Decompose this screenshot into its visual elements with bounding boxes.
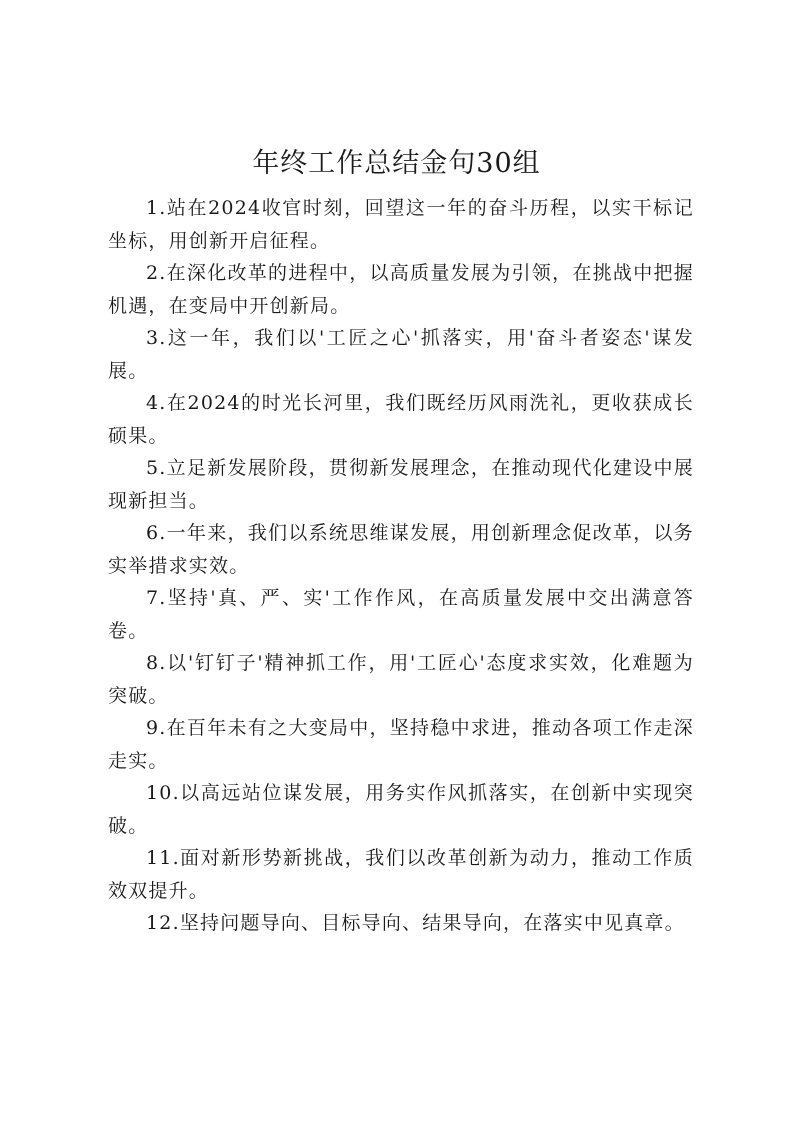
document-title: 年终工作总结金句30组 xyxy=(252,148,541,179)
paragraph: 8.以'钉钉子'精神抓工作，用'工匠心'态度求实效，化难题为突破。 xyxy=(108,652,694,707)
paragraph: 3.这一年，我们以'工匠之心'抓落实，用'奋斗者姿态'谋发展。 xyxy=(108,327,694,382)
paragraph: 4.在2024的时光长河里，我们既经历风雨洗礼，更收获成长硕果。 xyxy=(108,392,694,447)
paragraph: 10.以高远站位谋发展，用务实作风抓落实，在创新中实现突破。 xyxy=(108,782,694,837)
paragraph: 9.在百年未有之大变局中，坚持稳中求进，推动各项工作走深走实。 xyxy=(108,717,694,772)
paragraph: 7.坚持'真、严、实'工作作风，在高质量发展中交出满意答卷。 xyxy=(108,587,694,642)
document-body xyxy=(108,192,694,940)
paragraph: 12.坚持问题导向、目标导向、结果导向，在落实中见真章。 xyxy=(146,912,685,934)
paragraph: 2.在深化改革的进程中，以高质量发展为引领，在挑战中把握机遇，在变局中开创新局。 xyxy=(108,262,694,317)
paragraph: 1.站在2024收官时刻，回望这一年的奋斗历程，以实干标记坐标，用创新开启征程。 xyxy=(108,197,694,252)
paragraph: 5.立足新发展阶段，贯彻新发展理念，在推动现代化建设中展现新担当。 xyxy=(108,457,694,512)
paragraph: 6.一年来，我们以系统思维谋发展，用创新理念促改革，以务实举措求实效。 xyxy=(108,522,694,577)
paragraph: 11.面对新形势新挑战，我们以改革创新为动力，推动工作质效双提升。 xyxy=(108,847,694,902)
